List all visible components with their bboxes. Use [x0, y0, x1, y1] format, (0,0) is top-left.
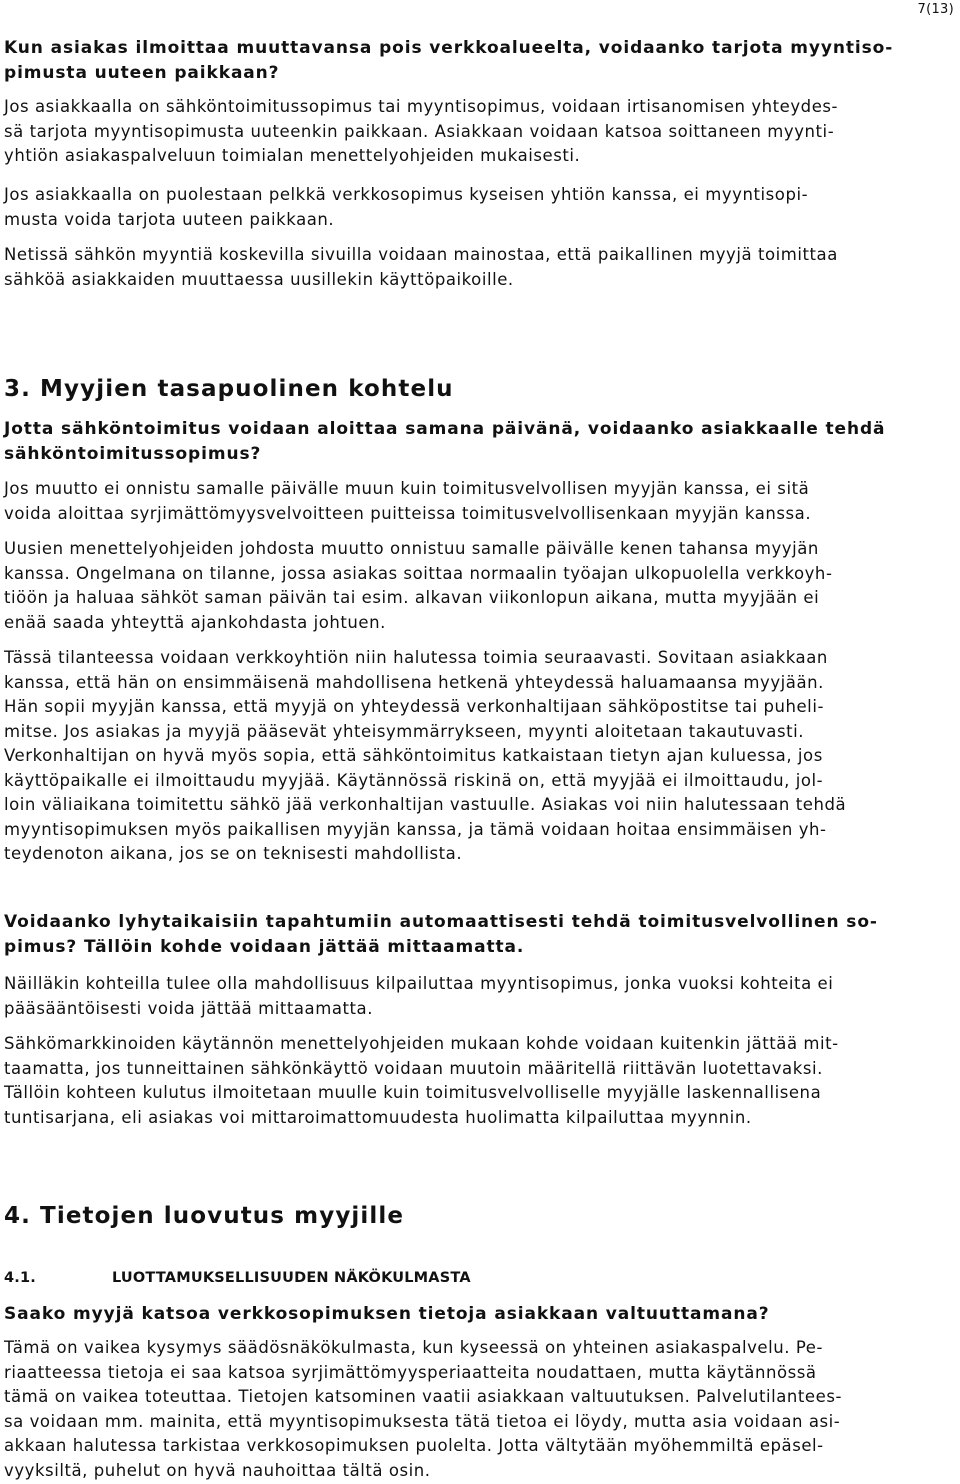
text-line: Näilläkin kohteilla tulee olla mahdollisuus kilpailuttaa myyntisopimus, jonka vuoksi kohteita ei: [4, 974, 834, 993]
text-line: Jotta sähköntoimitus voidaan aloittaa samana päivänä, voidaanko asiakkaalle tehdä: [4, 419, 886, 439]
text-line: pimusta uuteen paikkaan?: [4, 62, 280, 83]
text-line: myyntisopimuksen myös paikallisen myyjän kanssa, ja tämä voidaan hoitaa ensimmäisen yh-: [4, 819, 827, 839]
text-line: teydenoton aikana, jos se on teknisesti mahdollista.: [4, 844, 463, 863]
paragraph: [4, 1032, 952, 1130]
paragraph: [4, 646, 952, 867]
text-line: tiöön ja haluaa sähköt saman päivän tai esim. alkavan viikonlopun aikana, mutta myyjään ei: [4, 588, 820, 607]
text-line: Verkonhaltijan on hyvä myös sopia, että sähköntoimitus katkaistaan tietyn ajan kuluessa, jos: [4, 746, 823, 765]
text-line: pääsääntöisesti voida jättää mittaamatta.: [4, 998, 373, 1018]
paragraph: [4, 972, 952, 1021]
text-line: taamatta, jos tunneittainen sähkönkäyttö voidaan muutoin määritellä riittävän luotettavaksi.: [4, 1058, 823, 1078]
paragraph: [4, 537, 952, 635]
text-line: pimus? Tällöin kohde voidaan jättää mittaamatta.: [4, 936, 525, 957]
text-line: käyttöpaikalle ei ilmoittaudu myyjää. Käytännössä riskinä on, että myyjää ei ilmoittaudu, jol-: [4, 770, 824, 790]
text-line: enää saada yhteyttä ajankohdasta johtuen.: [4, 612, 386, 632]
question-short-term-events: [4, 910, 952, 959]
text-line: Tämä on vaikea kysymys säädösnäkökulmasta, kun kyseessä on yhteinen asiakaspalvelu. Pe-: [4, 1338, 823, 1357]
section-heading-3: 3. Myyjien tasapuolinen kohtelu: [4, 376, 454, 402]
text-line: sä tarjota myyntisopimusta uuteenkin paikkaan. Asiakkaan voidaan katsoa soittaneen myynti-: [4, 121, 835, 141]
subsection-title: LUOTTAMUKSELLISUUDEN NÄKÖKULMASTA: [112, 1270, 471, 1286]
paragraph: [4, 477, 952, 526]
paragraph: [4, 243, 952, 292]
text-line: Jos asiakkaalla on sähköntoimitussopimus tai myyntisopimus, voidaan irtisanomisen yhteydes-: [4, 97, 839, 116]
subsection-number: 4.1.: [4, 1270, 36, 1286]
text-line: Hän sopii myyjän kanssa, että myyjä on yhteydessä verkonhaltijaan sähköpostitse tai puheli-: [4, 697, 824, 716]
text-line: Uusien menettelyohjeiden johdosta muutto onnistuu samalle päivälle kenen tahansa myyjän: [4, 539, 819, 558]
paragraph: [4, 183, 952, 232]
text-line: Sähkömarkkinoiden käytännön menettelyohjeiden mukaan kohde voidaan kuitenkin jättää mit-: [4, 1034, 839, 1053]
text-line: Kun asiakas ilmoittaa muuttavansa pois verkkoalueelta, voidaanko tarjota myyntiso-: [4, 38, 894, 58]
text-line: sa voidaan mm. mainita, että myyntisopimuksesta tätä tietoa ei löydy, mutta asia voidaan asi-: [4, 1411, 841, 1431]
text-line: tämä on vaikea toteuttaa. Tietojen katsominen vaatii asiakkaan valtuutuksen. Palvelutilantees-: [4, 1387, 842, 1406]
text-line: Tässä tilanteessa voidaan verkkoyhtiön niin halutessa toimia seuraavasti. Sovitaan asiakkaan: [4, 648, 828, 667]
text-line: sähköä asiakkaiden muuttaessa uusillekin käyttöpaikoille.: [4, 269, 514, 289]
text-line: akkaan halutessa tarkistaa verkkosopimuksen puolelta. Jotta vältytään myöhemmiltä epäsel-: [4, 1436, 824, 1455]
text-line: loin väliaikana toimitettu sähkö jää verkonhaltijan vastuulle. Asiakas voi niin halutessaan tehdä: [4, 795, 847, 814]
text-line: sähköntoimitussopimus?: [4, 443, 262, 464]
text-line: Jos asiakkaalla on puolestaan pelkkä verkkosopimus kyseisen yhtiön kanssa, ei myyntisopi-: [4, 185, 809, 204]
question-same-day-supply: [4, 417, 952, 466]
paragraph: [4, 1336, 952, 1483]
text-line: Voidaanko lyhytaikaisiin tapahtumiin automaattisesti tehdä toimitusvelvollinen so-: [4, 912, 878, 932]
question-seller-view-network-contract: [4, 1302, 952, 1327]
text-line: kanssa, että hän on ensimmäisenä mahdollisena hetkenä yhteydessä haluamaansa myyjään.: [4, 672, 824, 692]
page-number: 7(13): [917, 2, 954, 17]
text-line: tuntisarjana, eli asiakas voi mittaroimattomuudesta huolimatta kilpailuttaa myynnin.: [4, 1107, 752, 1127]
text-line: vyyksiltä, puhelut on hyvä nauhoittaa tältä osin.: [4, 1460, 431, 1480]
text-line: Jos muutto ei onnistu samalle päivälle muun kuin toimitusvelvollisen myyjän kanssa, ei sitä: [4, 479, 810, 498]
subsection-heading-4-1: [4, 1268, 952, 1288]
section-heading-4: 4. Tietojen luovutus myyjille: [4, 1203, 405, 1229]
text-line: Tällöin kohteen kulutus ilmoitetaan muulle kuin toimitusvelvolliselle myyjälle laskennallisena: [4, 1083, 822, 1102]
paragraph: [4, 95, 952, 169]
text-line: kanssa. Ongelmana on tilanne, jossa asiakas soittaa normaalin työajan ulkopuolella verkkoyh-: [4, 563, 833, 583]
text-line: voida aloittaa syrjimättömyysvelvoitteen puitteissa toimitusvelvollisenkaan myyjän kanssa.: [4, 503, 812, 523]
text-line: Saako myyjä katsoa verkkosopimuksen tietoja asiakkaan valtuuttamana?: [4, 1304, 770, 1324]
text-line: riaatteessa tietoja ei saa katsoa syrjimättömyysperiaatteita noudattaen, mutta käytännössä: [4, 1362, 817, 1382]
text-line: Netissä sähkön myyntiä koskevilla sivuilla voidaan mainostaa, että paikallinen myyjä toimittaa: [4, 245, 838, 264]
text-line: yhtiön asiakaspalveluun toimialan menettelyohjeiden mukaisesti.: [4, 146, 581, 165]
text-line: musta voida tarjota uuteen paikkaan.: [4, 209, 335, 229]
text-line: mitse. Jos asiakas ja myyjä pääsevät yhteisymmärrykseen, myynti aloitetaan takautuvasti.: [4, 721, 805, 741]
question-moving-out: [4, 36, 952, 85]
